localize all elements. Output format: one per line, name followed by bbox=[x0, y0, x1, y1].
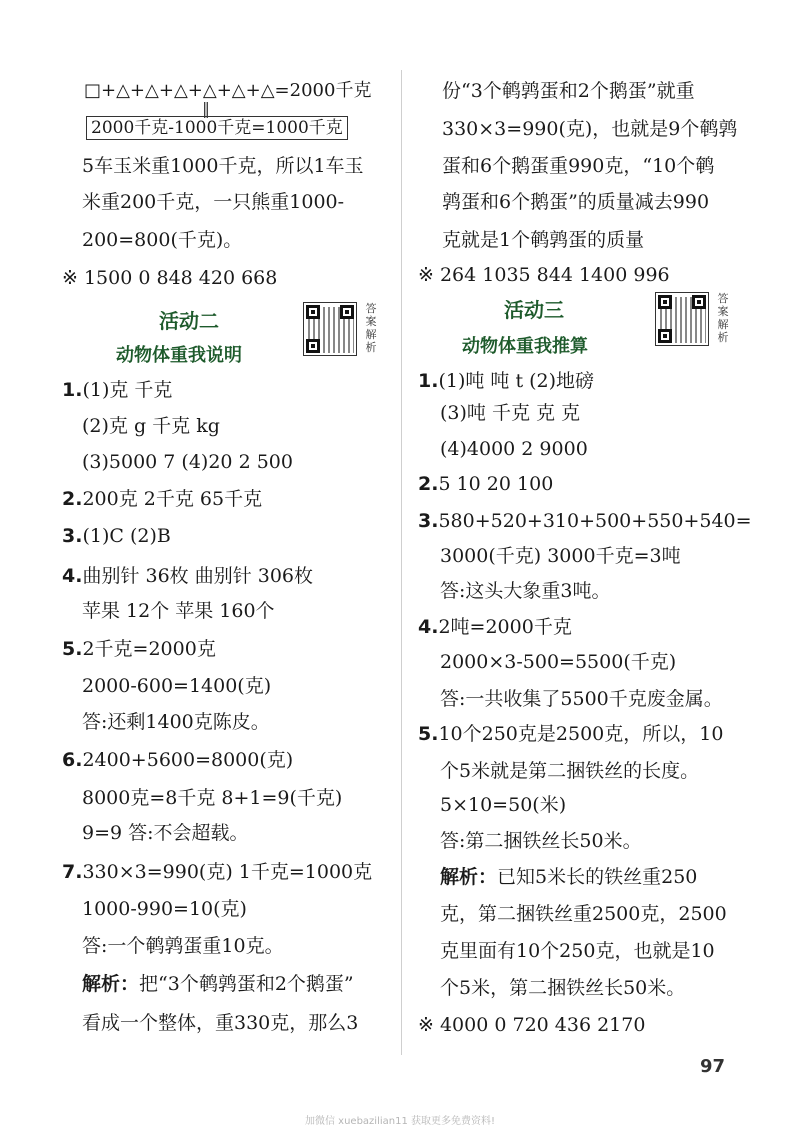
qr-label: 答 案 解 析 bbox=[717, 292, 729, 344]
activity-title: 活动三 bbox=[504, 298, 564, 322]
boxed-formula: 2000千克-1000千克=1000千克 bbox=[86, 116, 348, 140]
list-item: 解析：把“3个鹌鹑蛋和2个鹅蛋” bbox=[82, 973, 354, 995]
cont-line-1: 份“3个鹌鹑蛋和2个鹅蛋”就重 bbox=[442, 80, 695, 102]
list-item: 答:一共收集了5500千克废金属。 bbox=[440, 688, 723, 710]
para-line-2: 米重200千克，一只熊重1000- bbox=[82, 191, 345, 213]
list-item: 5.10个250克是2500克，所以，10 bbox=[418, 723, 724, 745]
qr-code-icon[interactable] bbox=[655, 292, 709, 346]
list-item: (3)吨 千克 克 克 bbox=[440, 402, 581, 424]
activity-title: 活动二 bbox=[159, 309, 219, 333]
list-item: 3000(千克) 3000千克=3吨 bbox=[440, 545, 681, 567]
list-item: (3)5000 7 (4)20 2 500 bbox=[82, 451, 293, 473]
top-formula: □+△+△+△+△+△+△=2000千克 bbox=[84, 80, 372, 101]
list-item: 3.(1)C (2)B bbox=[62, 525, 171, 547]
list-item: 克，第二捆铁丝重2500克，2500 bbox=[440, 903, 727, 925]
list-item: 个5米就是第二捆铁丝的长度。 bbox=[440, 760, 700, 782]
list-item: 克里面有10个250克，也就是10 bbox=[440, 940, 715, 962]
star-line: ※ 1500 0 848 420 668 bbox=[62, 267, 278, 289]
list-item: 解析：已知5米长的铁丝重250 bbox=[440, 866, 698, 888]
list-item: 2000-600=1400(克) bbox=[82, 675, 272, 697]
list-item: 答:第二捆铁丝长50米。 bbox=[440, 830, 642, 852]
list-item: 4.曲别针 36枚 曲别针 306枚 bbox=[62, 565, 314, 587]
list-item: 9=9 答:不会超载。 bbox=[82, 822, 249, 844]
list-item: 2000×3-500=5500(千克) bbox=[440, 651, 677, 673]
list-item: 8000克=8千克 8+1=9(千克) bbox=[82, 787, 343, 809]
list-item: 苹果 12个 苹果 160个 bbox=[82, 600, 275, 622]
qr-label: 答 案 解 析 bbox=[365, 302, 377, 354]
cont-line-5: 克就是1个鹌鹑蛋的质量 bbox=[442, 229, 645, 251]
cont-line-3: 蛋和6个鹅蛋重990克，“10个鹌 bbox=[442, 155, 715, 177]
list-item: (4)4000 2 9000 bbox=[440, 438, 588, 460]
list-item: 1.(1)克 千克 bbox=[62, 379, 173, 401]
activity-subtitle: 动物体重我说明 bbox=[116, 345, 242, 366]
list-item: 1000-990=10(克) bbox=[82, 898, 247, 920]
list-item: (2)克 g 千克 kg bbox=[82, 415, 220, 437]
list-item: 5.2千克=2000克 bbox=[62, 638, 216, 660]
activity-subtitle: 动物体重我推算 bbox=[462, 336, 588, 357]
cont-line-2: 330×3=990(克)，也就是9个鹌鹑 bbox=[442, 118, 738, 140]
cont-line-4: 鹑蛋和6个鹅蛋”的质量减去990 bbox=[442, 191, 710, 213]
star-line: ※ 264 1035 844 1400 996 bbox=[418, 264, 670, 286]
page-number: 97 bbox=[700, 1056, 726, 1077]
equals-mark: ‖ bbox=[202, 99, 210, 118]
list-item: 7.330×3=990(克) 1千克=1000克 bbox=[62, 861, 373, 883]
list-item: 2.200克 2千克 65千克 bbox=[62, 488, 263, 510]
list-item: 6.2400+5600=8000(克) bbox=[62, 749, 294, 771]
star-line: ※ 4000 0 720 436 2170 bbox=[418, 1014, 646, 1036]
qr-code-icon[interactable] bbox=[303, 302, 357, 356]
list-item: 答:这头大象重3吨。 bbox=[440, 580, 611, 602]
column-divider bbox=[401, 70, 402, 1055]
list-item: 3.580+520+310+500+550+540= bbox=[418, 510, 752, 532]
list-item: 看成一个整体，重330克，那么3 bbox=[82, 1012, 359, 1034]
list-item: 个5米，第二捆铁丝长50米。 bbox=[440, 977, 686, 999]
list-item: 4.2吨=2000千克 bbox=[418, 616, 572, 638]
list-item: 5×10=50(米) bbox=[440, 794, 567, 816]
para-line-3: 200=800(千克)。 bbox=[82, 229, 243, 251]
footer-watermark: 加微信 xuebazilian11 获取更多免费资料! bbox=[304, 1116, 496, 1127]
para-line-1: 5车玉米重1000千克，所以1车玉 bbox=[82, 155, 364, 177]
list-item: 答:一个鹌鹑蛋重10克。 bbox=[82, 935, 284, 957]
list-item: 2.5 10 20 100 bbox=[418, 473, 554, 495]
list-item: 答:还剩1400克陈皮。 bbox=[82, 711, 270, 733]
list-item: 1.(1)吨 吨 t (2)地磅 bbox=[418, 370, 595, 392]
